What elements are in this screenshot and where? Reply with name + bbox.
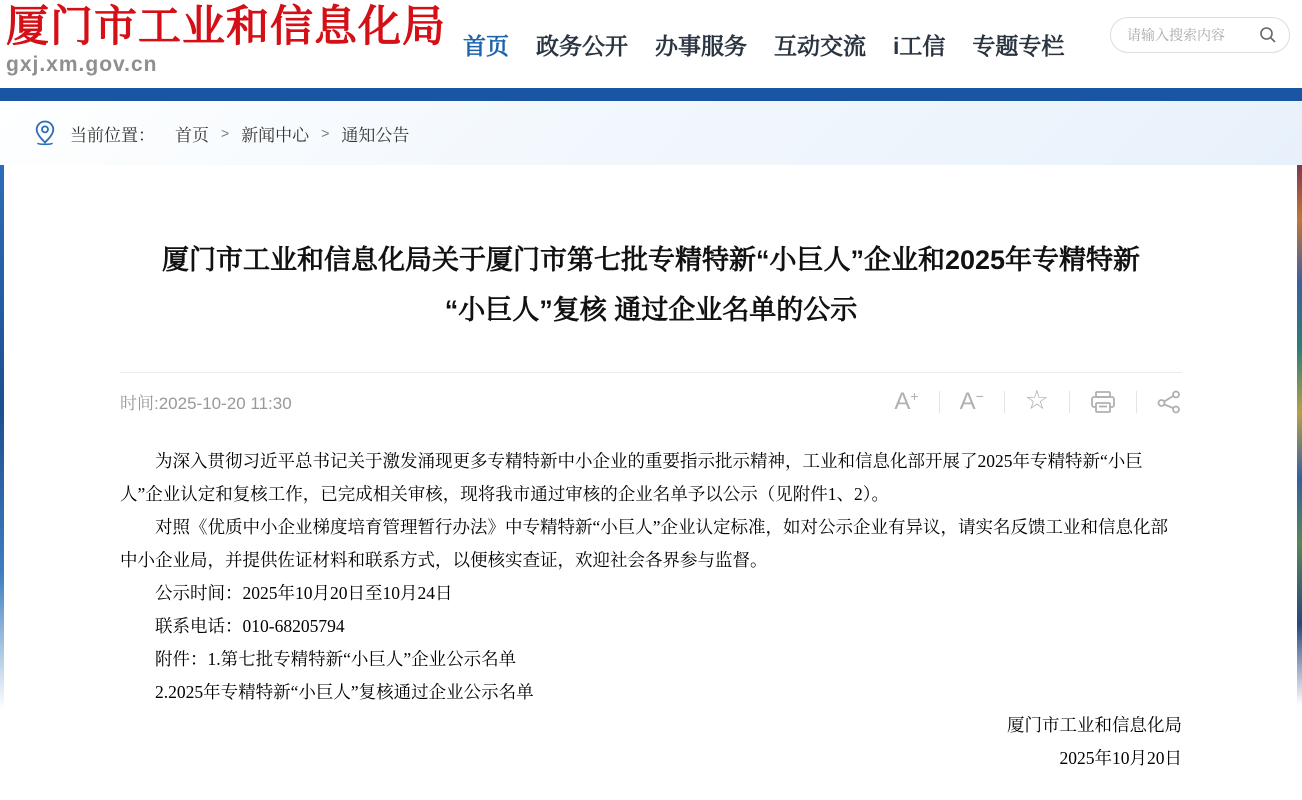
paragraph-public-notice-period: 公示时间：2025年10月20日至10月24日 — [155, 583, 453, 603]
minus-sign: − — [975, 387, 984, 404]
paragraph-attachment-1: 附件：1.第七批专精特新“小巨人”企业公示名单 — [155, 649, 517, 669]
toolbar-divider — [1004, 391, 1005, 413]
toolbar-divider — [1136, 391, 1137, 413]
nav-item-interaction[interactable]: 互动交流 — [774, 32, 866, 59]
share-icon[interactable] — [1157, 390, 1182, 414]
article-meta-row — [120, 372, 1182, 415]
font-increase-letter: A — [894, 387, 911, 415]
nav-item-special-topics[interactable]: 专题专栏 — [972, 32, 1065, 59]
article-page — [0, 165, 1302, 800]
font-decrease-letter: A — [959, 387, 976, 415]
search-icon[interactable] — [1259, 26, 1277, 44]
site-header — [0, 0, 1302, 88]
toolbar-divider — [1069, 391, 1070, 413]
background-image-sliver-right — [1297, 165, 1302, 705]
article-signoff — [120, 709, 1182, 775]
nav-item-services[interactable]: 办事服务 — [655, 32, 747, 59]
breadcrumb — [0, 101, 1302, 165]
breadcrumb-separator: > — [221, 125, 230, 141]
logo-url: gxj.xm.gov.cn — [6, 53, 158, 76]
divider-bar — [0, 88, 1302, 101]
background-image-sliver-left — [0, 165, 4, 710]
location-pin-icon — [34, 120, 56, 146]
site-logo[interactable] — [6, 4, 446, 78]
breadcrumb-home[interactable]: 首页 — [175, 125, 209, 145]
font-decrease-button[interactable] — [959, 387, 984, 415]
toolbar-divider — [939, 391, 940, 413]
favorite-star-icon[interactable]: ☆ — [1024, 385, 1049, 415]
signoff-agency: 厦门市工业和信息化局 — [1007, 715, 1182, 735]
search-input[interactable] — [1127, 27, 1259, 43]
paragraph: 对照《优质中小企业梯度培育管理暂行办法》中专精特新“小巨人”企业认定标准，如对公示企业有异议，请实名反馈工业和信息化部中小企业局，并提供佐证材料和联系方式，以便核实查证，欢迎社会各界参与监督。 — [120, 517, 1169, 570]
breadcrumb-label: 当前位置： — [70, 125, 155, 145]
publish-time: 时间:2025-10-20 11:30 — [120, 394, 292, 413]
article-title — [120, 165, 1182, 335]
breadcrumb-news-center[interactable]: 新闻中心 — [241, 125, 310, 145]
paragraph-attachment-2: 2.2025年专精特新“小巨人”复核通过企业公示名单 — [155, 682, 534, 702]
nav-item-gov-disclosure[interactable]: 政务公开 — [536, 32, 628, 59]
main-nav — [463, 0, 1064, 88]
print-icon[interactable] — [1090, 390, 1116, 414]
paragraph-contact-phone: 联系电话：010-68205794 — [155, 616, 345, 636]
breadcrumb-notices[interactable]: 通知公告 — [341, 125, 410, 145]
article-title-line2: “小巨人”复核 通过企业名单的公示 — [444, 295, 858, 325]
font-increase-button[interactable] — [894, 387, 919, 415]
plus-sign: + — [910, 387, 919, 404]
logo-title: 厦门市工业和信息化局 — [6, 4, 446, 51]
article-title-line1: 厦门市工业和信息化局关于厦门市第七批专精特新“小巨人”企业和2025年专精特新 — [161, 245, 1141, 275]
article-body — [120, 445, 1182, 709]
breadcrumb-separator: > — [321, 125, 330, 141]
nav-item-igongxin[interactable]: i工信 — [893, 32, 946, 59]
article-toolbar — [894, 385, 1182, 415]
signoff-date: 2025年10月20日 — [1059, 748, 1182, 768]
search-box[interactable] — [1110, 17, 1290, 53]
nav-item-home[interactable]: 首页 — [463, 32, 509, 59]
paragraph: 为深入贯彻习近平总书记关于激发涌现更多专精特新中小企业的重要指示批示精神，工业和信息化部开展了2025年专精特新“小巨人”企业认定和复核工作，已完成相关审核，现将我市通过审核的企业名单予以公示（见附件1、2）。 — [120, 451, 1143, 504]
